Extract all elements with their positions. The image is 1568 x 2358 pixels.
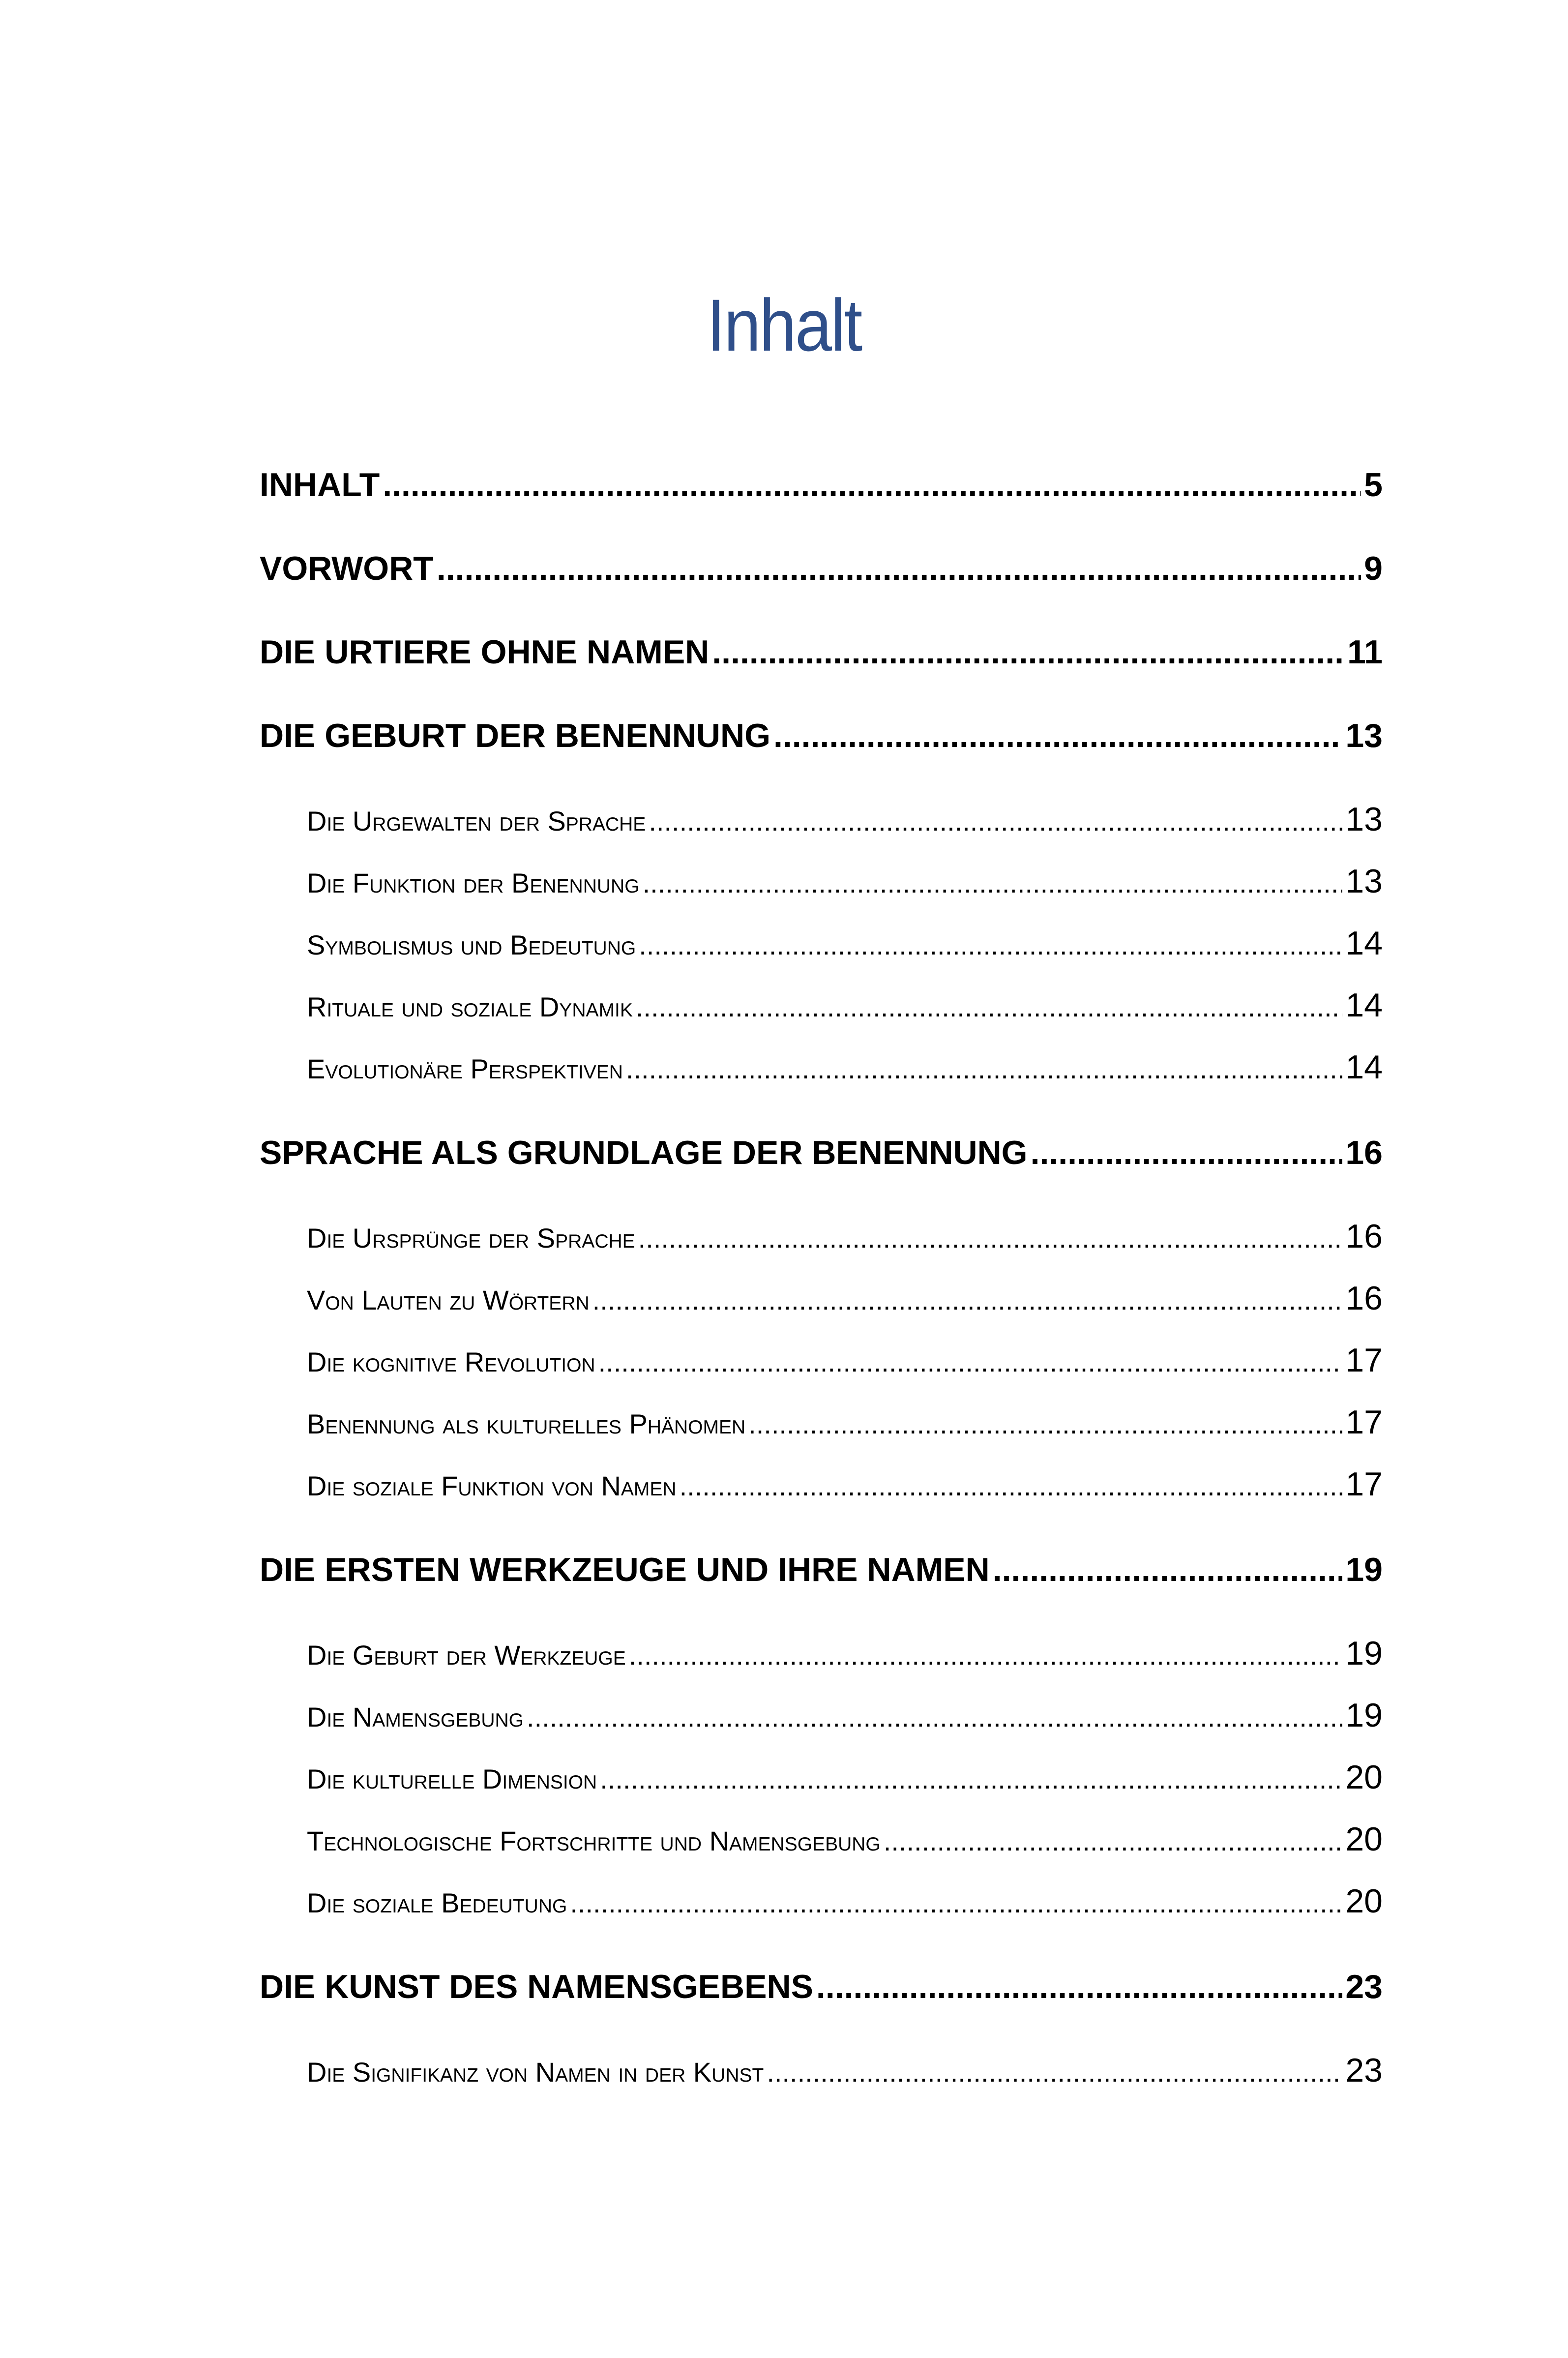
table-of-contents [260, 462, 1383, 2095]
toc-page-number: 13 [1345, 717, 1383, 754]
toc-section-entry[interactable] [260, 1276, 1383, 1323]
toc-section-entry[interactable] [260, 859, 1383, 906]
toc-section-entry[interactable] [260, 1693, 1383, 1740]
toc-page-number: 16 [1345, 1134, 1383, 1171]
toc-dot-leader [592, 1278, 1343, 1323]
toc-dot-leader [598, 1340, 1343, 1385]
toc-dot-leader [773, 713, 1342, 758]
toc-page-number: 17 [1345, 1403, 1383, 1441]
toc-entry-label: Die soziale Bedeutung [307, 1887, 567, 1918]
toc-dot-leader [1031, 1130, 1343, 1175]
toc-entry-label: Die soziale Funktion von Namen [307, 1470, 677, 1501]
toc-dot-leader [993, 1547, 1343, 1592]
toc-page-number: 13 [1345, 863, 1383, 900]
toc-dot-leader [643, 861, 1343, 906]
toc-dot-leader [437, 546, 1361, 591]
toc-dot-leader [639, 923, 1342, 968]
toc-entry-label: Benennung als kulturelles Phänomen [307, 1408, 746, 1439]
toc-section-entry[interactable] [260, 1879, 1383, 1926]
toc-dot-leader [600, 1757, 1342, 1802]
toc-chapter-entry[interactable] [260, 546, 1383, 591]
toc-dot-leader [680, 1463, 1343, 1509]
toc-page-number: 20 [1345, 1759, 1383, 1796]
toc-entry-label: SPRACHE ALS GRUNDLAGE DER BENENNUNG [260, 1134, 1028, 1171]
toc-dot-leader [712, 629, 1344, 675]
toc-entry-label: Von Lauten zu Wörtern [307, 1284, 590, 1315]
toc-section-entry[interactable] [260, 1631, 1383, 1678]
toc-dot-leader [383, 462, 1361, 507]
toc-page-number: 14 [1345, 1048, 1383, 1086]
toc-dot-leader [767, 2050, 1342, 2095]
toc-page-number: 16 [1345, 1280, 1383, 1317]
toc-page-number: 13 [1345, 801, 1383, 838]
toc-section-entry[interactable] [260, 921, 1383, 968]
toc-page-number: 19 [1345, 1635, 1383, 1672]
toc-section-entry[interactable] [260, 2048, 1383, 2095]
toc-page-number: 16 [1345, 1218, 1383, 1255]
toc-chapter-entry[interactable] [260, 629, 1383, 675]
toc-page-number: 20 [1345, 1821, 1383, 1858]
toc-entry-label: Die kognitive Revolution [307, 1346, 595, 1377]
toc-entry-label: Die Signifikanz von Namen in der Kunst [307, 2057, 764, 2088]
toc-entry-label: Technologische Fortschritte und Namensgebung [307, 1825, 881, 1856]
toc-chapter-entry[interactable] [260, 713, 1383, 758]
toc-dot-leader [816, 1964, 1342, 2009]
toc-page-number: 17 [1345, 1465, 1383, 1503]
toc-entry-label: INHALT [260, 466, 380, 504]
toc-entry-label: DIE GEBURT DER BENENNUNG [260, 717, 770, 754]
toc-entry-label: Symbolismus und Bedeutung [307, 929, 636, 960]
toc-dot-leader [527, 1695, 1342, 1740]
toc-section-entry[interactable] [260, 1214, 1383, 1261]
toc-entry-label: Die Ursprünge der Sprache [307, 1223, 635, 1254]
toc-section-entry[interactable] [260, 797, 1383, 844]
toc-chapter-entry[interactable] [260, 1130, 1383, 1175]
toc-chapter-entry[interactable] [260, 1964, 1383, 2009]
toc-entry-label: DIE KUNST DES NAMENSGEBENS [260, 1968, 813, 2005]
toc-page-number: 23 [1345, 1968, 1383, 2005]
toc-entry-label: Die Funktion der Benennung [307, 867, 640, 898]
toc-section-entry[interactable] [260, 1338, 1383, 1385]
toc-page-number: 9 [1364, 550, 1383, 587]
toc-entry-label: VORWORT [260, 550, 434, 587]
toc-entry-label: DIE ERSTEN WERKZEUGE UND IHRE NAMEN [260, 1551, 990, 1588]
toc-page-number: 14 [1345, 925, 1383, 962]
toc-section-entry[interactable] [260, 1462, 1383, 1509]
toc-page-number: 17 [1345, 1342, 1383, 1379]
toc-page-number: 20 [1345, 1882, 1383, 1920]
toc-dot-leader [636, 985, 1343, 1030]
toc-dot-leader [570, 1880, 1342, 1926]
toc-entry-label: Die Urgewalten der Sprache [307, 806, 646, 836]
toc-chapter-entry[interactable] [260, 1547, 1383, 1592]
toc-entry-label: DIE URTIERE OHNE NAMEN [260, 633, 710, 671]
toc-dot-leader [649, 799, 1342, 844]
toc-page-number: 19 [1345, 1551, 1383, 1588]
toc-dot-leader [638, 1216, 1343, 1261]
toc-page-number: 14 [1345, 986, 1383, 1024]
toc-section-entry[interactable] [260, 983, 1383, 1030]
toc-entry-label: Rituale und soziale Dynamik [307, 991, 633, 1022]
page-title: Inhalt [707, 283, 861, 366]
toc-section-entry[interactable] [260, 1045, 1383, 1092]
toc-section-entry[interactable] [260, 1755, 1383, 1802]
toc-entry-label: Die kulturelle Dimension [307, 1763, 597, 1794]
toc-dot-leader [626, 1046, 1342, 1092]
toc-entry-label: Die Geburt der Werkzeuge [307, 1640, 626, 1671]
toc-dot-leader [884, 1819, 1343, 1864]
toc-chapter-entry[interactable] [260, 462, 1383, 507]
toc-entry-label: Evolutionäre Perspektiven [307, 1053, 623, 1084]
toc-page-number: 19 [1345, 1697, 1383, 1734]
toc-entry-label: Die Namensgebung [307, 1701, 524, 1732]
toc-section-entry[interactable] [260, 1817, 1383, 1864]
toc-dot-leader [748, 1402, 1342, 1447]
toc-page-number: 11 [1347, 633, 1383, 671]
toc-page-number: 5 [1364, 466, 1383, 504]
toc-page-number: 23 [1345, 2052, 1383, 2089]
toc-dot-leader [629, 1633, 1343, 1678]
toc-section-entry[interactable] [260, 1400, 1383, 1447]
